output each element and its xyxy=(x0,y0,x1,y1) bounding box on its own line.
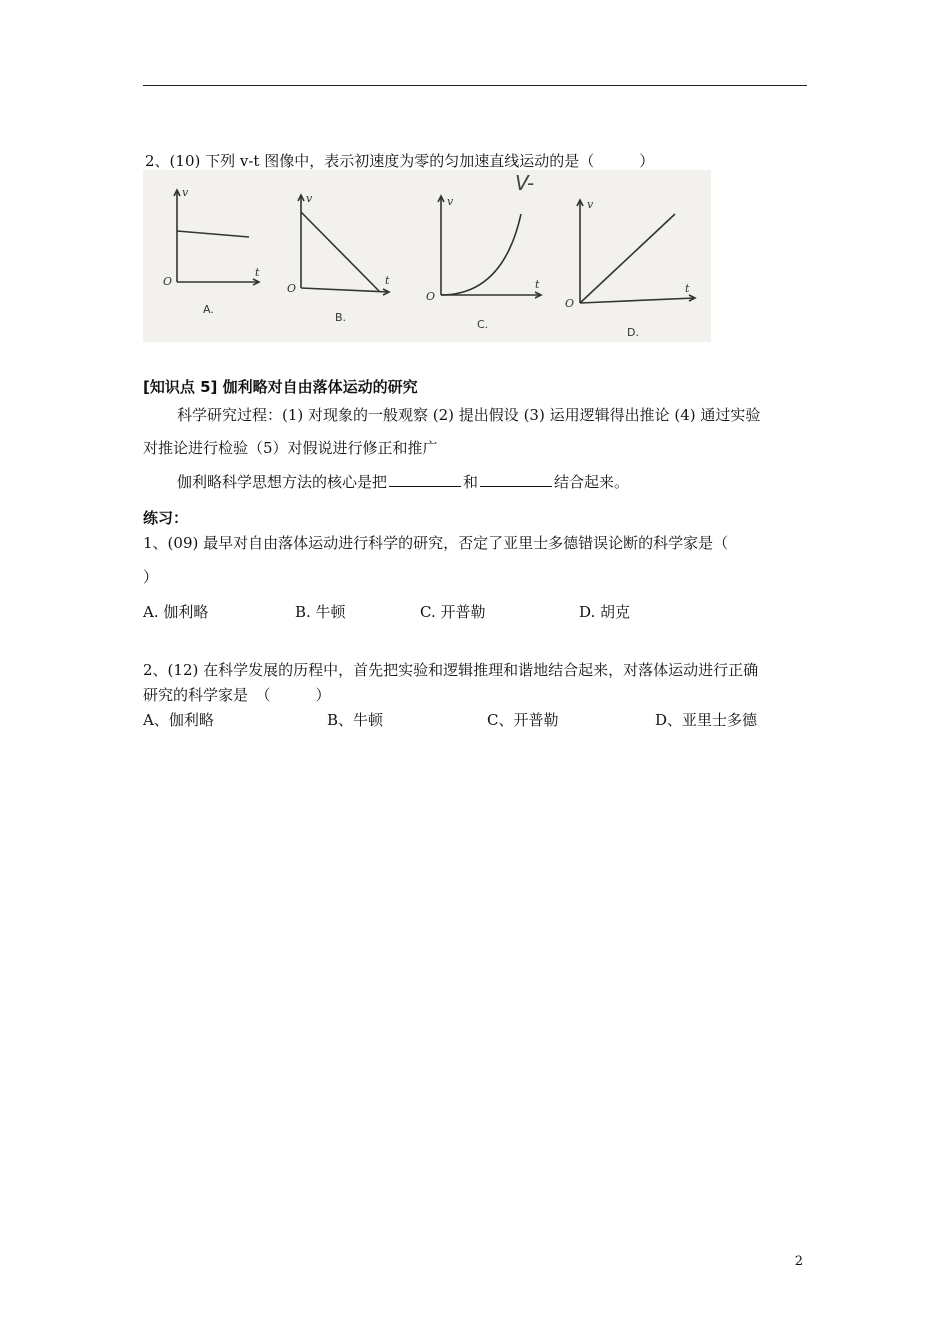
practice-q2-line2: 研究的科学家是 （ ） xyxy=(143,686,331,704)
q2-option-b[interactable]: B、牛顿 xyxy=(327,711,384,729)
practice-q1-line2: ） xyxy=(143,568,159,586)
graph-a-caption: A. xyxy=(203,303,214,316)
blank-1[interactable] xyxy=(389,472,461,487)
practice-q1-line1: 1、(09) 最早对自由落体运动进行科学的研究，否定了亚里士多德错误论断的科学家是（ xyxy=(143,534,729,552)
question-2-top: 2、(10) 下列 v-t 图像中，表示初速度为零的匀加速直线运动的是（ ） xyxy=(145,152,655,170)
graph-b-line xyxy=(301,212,379,291)
process-line-2: 对推论进行检验（5）对假说进行修正和推广 xyxy=(143,439,438,457)
q2-option-d[interactable]: D、亚里士多德 xyxy=(655,711,758,729)
core-suffix: 结合起来。 xyxy=(554,473,630,491)
graph-a-v-label: v xyxy=(182,186,189,199)
graph-d-t-label: t xyxy=(685,282,690,295)
vt-graphs-figure xyxy=(143,170,711,342)
core-sentence xyxy=(177,471,629,492)
graph-d-caption: D. xyxy=(627,326,639,339)
graph-c-origin: O xyxy=(426,290,436,303)
graph-d-v-label: v xyxy=(587,198,594,211)
q1-option-d[interactable]: D. 胡克 xyxy=(579,603,631,621)
graph-c-t-label: t xyxy=(535,278,540,291)
core-prefix: 伽利略科学思想方法的核心是把 xyxy=(177,473,388,491)
section-heading: [知识点 5] 伽利略对自由落体运动的研究 xyxy=(143,378,418,396)
graph-b-origin: O xyxy=(287,282,297,295)
blank-2[interactable] xyxy=(480,472,552,487)
q2-option-c[interactable]: C、开普勒 xyxy=(487,711,559,729)
q1-option-a[interactable]: A. 伽利略 xyxy=(143,603,209,621)
q1-option-b[interactable]: B. 牛顿 xyxy=(295,603,346,621)
practice-q2-line1: 2、(12) 在科学发展的历程中，首先把实验和逻辑推理和谐地结合起来，对落体运动进行正确 xyxy=(143,661,759,679)
graph-b-t-label: t xyxy=(385,274,390,287)
graph-b-caption: B. xyxy=(335,311,347,324)
graph-c-curve xyxy=(441,214,521,295)
graph-d-origin: O xyxy=(565,297,575,310)
graph-a-line xyxy=(177,231,249,237)
q2-option-a[interactable]: A、伽利略 xyxy=(143,711,214,729)
core-mid: 和 xyxy=(463,473,479,491)
handwritten-mark: V- xyxy=(515,171,535,195)
process-line-1: 科学研究过程：(1) 对现象的一般观察 (2) 提出假设 (3) 运用逻辑得出推论 (4) 通过实验 xyxy=(177,406,761,424)
header-rule xyxy=(143,85,807,86)
graph-c-v-label: v xyxy=(447,195,454,208)
graph-a-origin: O xyxy=(163,275,173,288)
graph-a-t-label: t xyxy=(255,266,260,279)
graph-d-line xyxy=(580,214,675,303)
graph-b-v-label: v xyxy=(306,192,313,205)
graph-c-caption: C. xyxy=(477,318,489,331)
q1-option-c[interactable]: C. 开普勒 xyxy=(420,603,486,621)
practice-heading: 练习： xyxy=(143,509,189,527)
page-number: 2 xyxy=(794,1254,803,1269)
